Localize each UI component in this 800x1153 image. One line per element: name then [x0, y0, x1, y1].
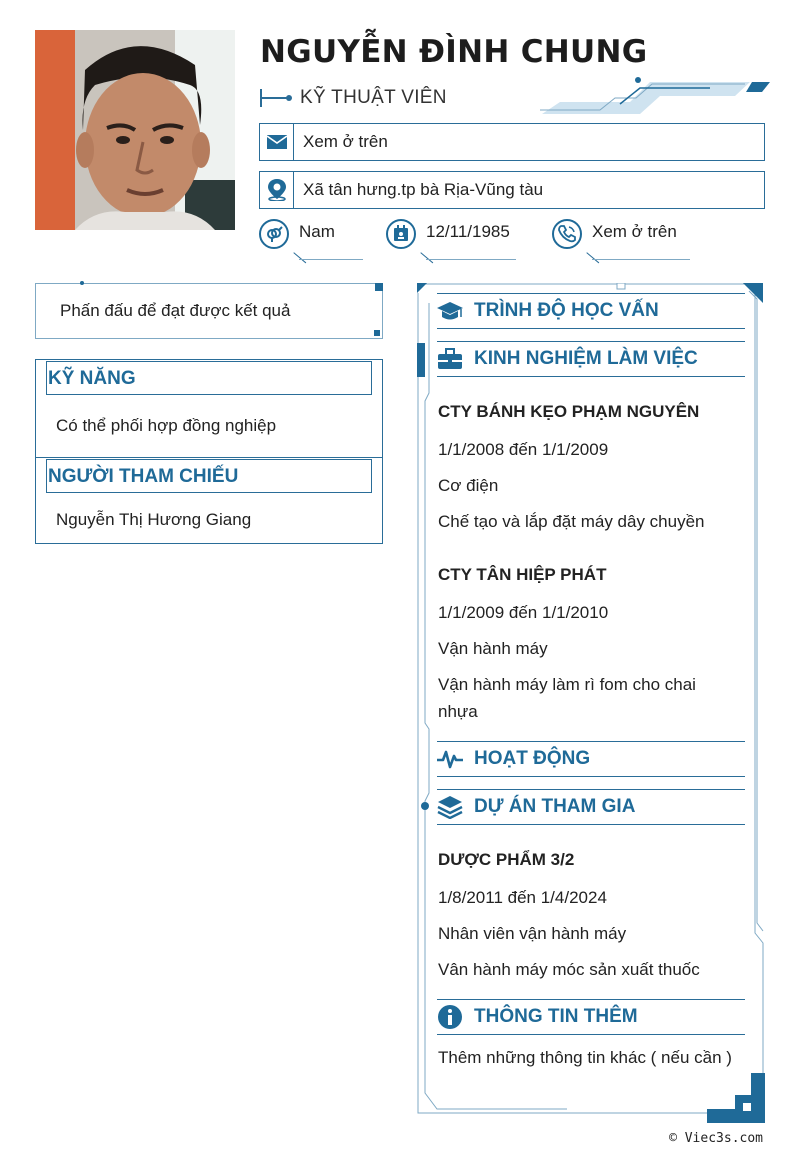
additional-info-text: Thêm những thông tin khác ( nếu cần ) — [438, 1048, 732, 1067]
email-value[interactable]: Xem ở trên — [303, 132, 388, 151]
skills-section — [35, 359, 383, 458]
phone-icon — [552, 219, 582, 249]
experience-period: 1/1/2009 đến 1/1/2010 — [438, 603, 609, 622]
project-description: Vân hành máy móc sản xuất thuốc — [438, 960, 700, 979]
references-text: Nguyễn Thị Hương Giang — [56, 510, 252, 529]
objective-box — [35, 283, 383, 339]
job-title-row — [260, 86, 447, 110]
projects-heading-label: DỰ ÁN THAM GIA — [474, 796, 636, 817]
education-heading — [437, 293, 745, 329]
pulse-icon — [437, 747, 463, 771]
experience-company: CTY BÁNH KẸO PHẠM NGUYÊN — [438, 402, 700, 421]
activities-heading-label: HOẠT ĐỘNG — [474, 748, 591, 769]
experience-period: 1/1/2008 đến 1/1/2009 — [438, 440, 609, 459]
experience-company: CTY TÂN HIỆP PHÁT — [438, 565, 607, 584]
project-period: 1/8/2011 đến 1/4/2024 — [438, 888, 607, 907]
references-section — [35, 457, 383, 544]
birthdate-row — [386, 217, 516, 261]
envelope-icon — [260, 124, 294, 160]
footer-copyright[interactable]: © Viec3s.com — [669, 1131, 763, 1146]
gender-icon — [259, 219, 289, 249]
info-icon — [437, 1005, 463, 1029]
references-heading-label: NGƯỜI THAM CHIẾU — [48, 466, 239, 487]
layers-icon — [437, 795, 463, 819]
candidate-name: NGUYỄN ĐÌNH CHUNG — [260, 34, 648, 70]
job-title: KỸ THUẬT VIÊN — [300, 87, 447, 108]
experience-description: Vận hành máy làm rì fom cho chai nhựa — [438, 675, 696, 721]
briefcase-icon — [437, 347, 463, 371]
project-name: DƯỢC PHẨM 3/2 — [438, 850, 575, 869]
title-decoration — [260, 89, 292, 107]
skills-heading-label: KỸ NĂNG — [48, 368, 136, 389]
additional-info-heading — [437, 999, 745, 1035]
corner-decoration — [375, 283, 383, 291]
experience-position: Vận hành máy — [438, 639, 548, 658]
projects-heading — [437, 789, 745, 825]
calendar-icon — [386, 219, 416, 249]
project-role: Nhân viên vận hành máy — [438, 924, 627, 943]
skills-text: Có thể phối hợp đồng nghiệp — [56, 416, 277, 435]
email-row — [259, 123, 765, 161]
gender-row — [259, 217, 369, 261]
skills-heading — [46, 361, 372, 395]
map-pin-icon — [260, 172, 294, 208]
additional-info-heading-label: THÔNG TIN THÊM — [474, 1006, 638, 1027]
experience-position: Cơ điện — [438, 476, 499, 495]
objective-text: Phấn đấu để đạt được kết quả — [60, 301, 291, 320]
activities-heading — [437, 741, 745, 777]
education-heading-label: TRÌNH ĐỘ HỌC VẤN — [474, 300, 659, 321]
address-row — [259, 171, 765, 209]
gender-value: Nam — [299, 222, 335, 241]
phone-row — [552, 217, 692, 261]
phone-value[interactable]: Xem ở trên — [592, 222, 677, 241]
circuit-decoration — [540, 76, 770, 118]
corner-decoration — [374, 330, 380, 336]
address-value: Xã tân hưng.tp bà Rịa-Vũng tàu — [303, 180, 544, 199]
birthdate-value: 12/11/1985 — [426, 222, 510, 241]
profile-photo — [35, 30, 235, 230]
experience-heading-label: KINH NGHIỆM LÀM VIỆC — [474, 348, 698, 369]
experience-heading — [437, 341, 745, 377]
references-heading — [46, 459, 372, 493]
experience-description: Chế tạo và lắp đặt máy dây chuyền — [438, 512, 705, 531]
graduation-cap-icon — [437, 299, 463, 323]
